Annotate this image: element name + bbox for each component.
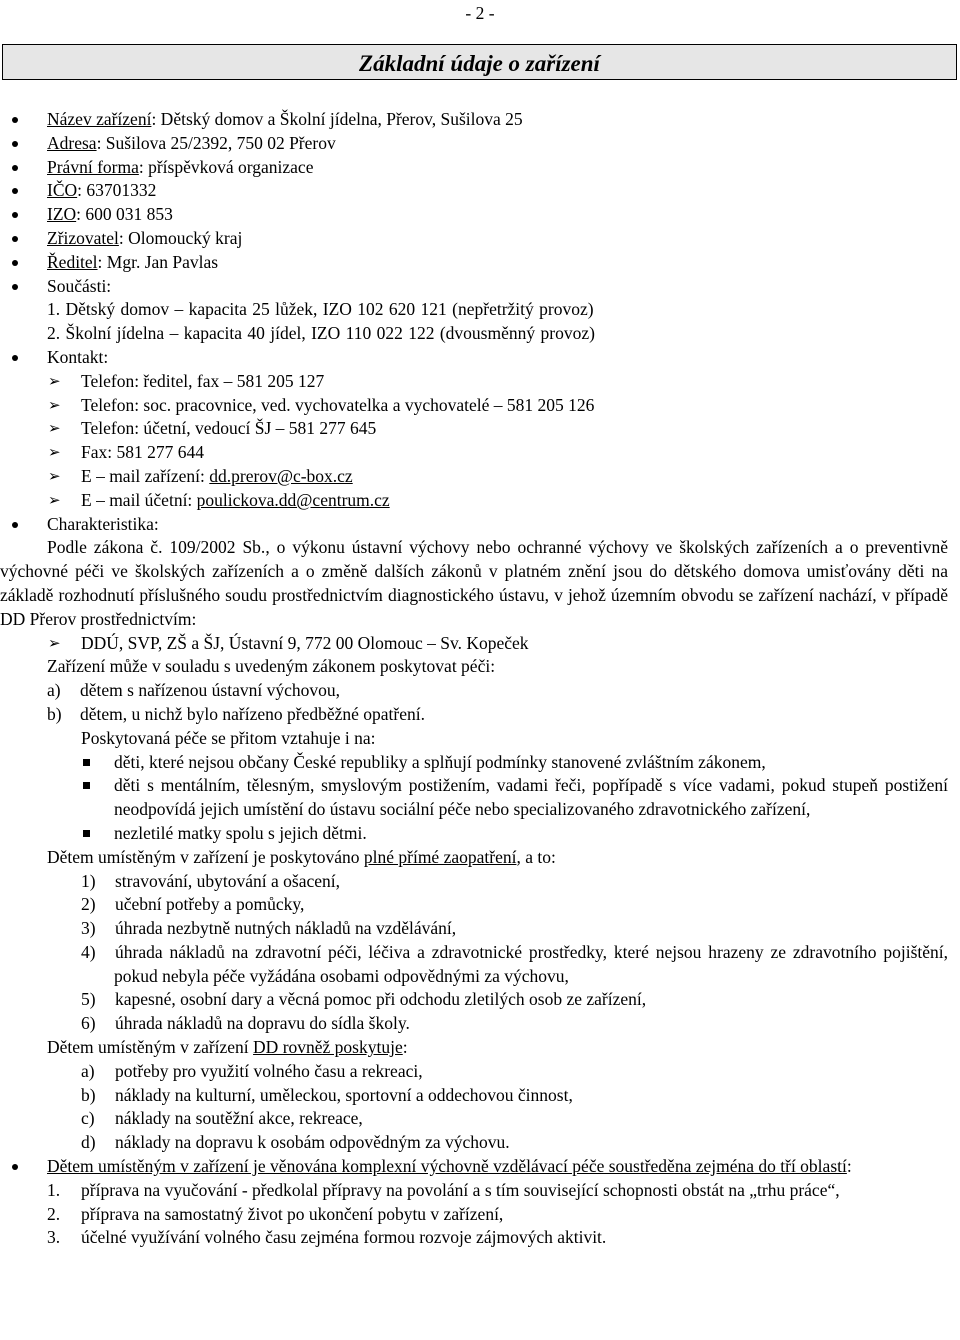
bullet-icon	[12, 1164, 18, 1170]
plne-item: 3) úhrada nezbytně nutných nákladů na vzdělávání,	[81, 918, 457, 939]
bullet-icon	[12, 236, 18, 242]
vztah-item: děti, které nejsou občany České republiky a splňují podmínky stanovené zvláštním zákonem,	[0, 751, 960, 775]
info-item-reditel: Ředitel: Mgr. Jan Pavlas	[0, 251, 960, 275]
section-soucasti: Součásti:	[0, 275, 960, 299]
info-item-izo: IZO: 600 031 853	[0, 203, 960, 227]
arrow-bullet-icon: ➢	[48, 395, 61, 414]
law-text: , o výkonu ústavní výchovy nebo ochranné výchovy ve školských zařízeních a o preventivně výchovné péči ve školských zařízeních a o změně dalších zákonů v platném znění jsou do dětského domova umisťovány děti na základě rozhodnutí příslušného soudu prostřednictvím diagnostického ústavu, v jehož územním obvodu se zařízení nachází, v případě DD Přerov prostřednictvím:	[0, 537, 948, 629]
section-charakteristika: Charakteristika:	[0, 513, 960, 537]
square-bullet-icon	[83, 830, 90, 837]
vztah-intro: Poskytovaná péče se přitom vztahuje i na:	[81, 727, 376, 748]
square-bullet-icon	[83, 759, 90, 766]
soucast-item: 1. Dětský domov – kapacita 25 lůžek, IZO 102 620 121 (nepřetržitý provoz)	[47, 299, 594, 320]
plne-item: 2) učební potřeby a pomůcky,	[81, 894, 305, 915]
arrow-bullet-icon: ➢	[48, 466, 61, 485]
oblast-item: 3. účelné využívání volného času zejména formou rozvoje zájmových aktivit.	[47, 1227, 607, 1248]
rovnez-intro: Dětem umístěným v zařízení DD rovněž poskytuje:	[47, 1037, 408, 1058]
plne-item: 5) kapesné, osobní dary a věcná pomoc při odchodu zletilých osob ze zařízení,	[81, 989, 647, 1010]
page-number: - 2 -	[465, 3, 495, 23]
pece-item: a) dětem s nařízenou ústavní výchovou,	[47, 680, 341, 701]
bullet-icon	[12, 284, 18, 290]
bullet-icon	[12, 522, 18, 528]
plne-item: 1) stravování, ubytování a ošacení,	[81, 870, 341, 891]
bullet-icon	[12, 260, 18, 266]
law-paragraph	[0, 536, 960, 631]
komplex-pece: Dětem umístěným v zařízení je věnována komplexní výchovně vzdělávací péče soustředěna zejména do tří oblastí:	[0, 1155, 960, 1179]
ddu-item: ➢ DDÚ, SVP, ZŠ a ŠJ, Ústavní 9, 772 00 Olomouc – Sv. Kopeček	[0, 632, 960, 656]
info-item-nazev: Název zařízení: Dětský domov a Školní jídelna, Přerov, Sušilova 25	[0, 108, 960, 132]
arrow-bullet-icon: ➢	[48, 490, 61, 509]
plne-zaopatreni-intro: Dětem umístěným v zařízení je poskytováno plné přímé zaopatření, a to:	[47, 846, 556, 867]
arrow-bullet-icon: ➢	[48, 443, 61, 462]
rovnez-item: a) potřeby pro využití volného času a rekreaci,	[81, 1060, 423, 1081]
plne-item: 4) úhrada nákladů na zdravotní péči, léčiva a zdravotnické prostředky, které nejsou hrazeny ze zdravotního pojištění, pokud nebyla péče vyžádána osobami odpovědnými za výchovu,	[81, 941, 948, 986]
pece-intro: Zařízení může v souladu s uvedeným zákonem poskytovat péči:	[47, 656, 496, 677]
arrow-bullet-icon: ➢	[48, 419, 61, 438]
info-item-adresa: Adresa: Sušilova 25/2392, 750 02 Přerov	[0, 132, 960, 156]
info-item-zrizovatel: Zřizovatel: Olomoucký kraj	[0, 227, 960, 251]
contact-item: ➢ Telefon: soc. pracovnice, ved. vychovatelka a vychovatelé – 581 205 126	[0, 394, 960, 418]
page-title: Základní údaje o zařízení	[2, 44, 957, 80]
document-body	[0, 108, 960, 1250]
email-link-ucetni[interactable]: poulickova.dd@centrum.cz	[196, 489, 390, 510]
pece-item: b) dětem, u nichž bylo nařízeno předběžné opatření.	[47, 703, 425, 724]
bullet-icon	[12, 355, 18, 361]
rovnez-item: c) náklady na soutěžní akce, rekreace,	[81, 1108, 363, 1129]
bullet-icon	[12, 165, 18, 171]
section-kontakt: Kontakt:	[0, 346, 960, 370]
contact-item: ➢ Telefon: účetní, vedoucí ŠJ – 581 277 645	[0, 417, 960, 441]
plne-item: 6) úhrada nákladů na dopravu do sídla školy.	[81, 1013, 410, 1034]
arrow-bullet-icon: ➢	[48, 633, 61, 652]
rovnez-item: d) náklady na dopravu k osobám odpovědným za výchovu.	[81, 1132, 510, 1153]
info-item-ico: IČO: 63701332	[0, 179, 960, 203]
bullet-icon	[12, 212, 18, 218]
vztah-item: nezletilé matky spolu s jejich dětmi.	[0, 822, 960, 846]
contact-item-email-ucetni: ➢ E – mail účetní: poulickova.dd@centrum.cz	[0, 489, 960, 513]
oblast-item: 1. příprava na vyučování - předkolal přípravy na povolání a s tím související schopnosti obstát na „trhu práce“,	[47, 1179, 840, 1200]
vztah-item: děti s mentálním, tělesným, smyslovým postižením, vadami řeči, popřípadě s více vadami, pokud stupeň postižení neodpovídá jejich umístění do ústavu sociální péče nebo specializovaného zdravotnického zařízení,	[0, 774, 960, 822]
square-bullet-icon	[83, 782, 90, 789]
arrow-bullet-icon: ➢	[48, 371, 61, 390]
soucast-item: 2. Školní jídelna – kapacita 40 jídel, IZO 110 022 122 (dvousměnný provoz)	[47, 323, 595, 344]
info-item-pravni-forma: Právní forma: příspěvková organizace	[0, 156, 960, 180]
contact-item: ➢ Telefon: ředitel, fax – 581 205 127	[0, 370, 960, 394]
contact-item-email-zarizeni: ➢ E – mail zařízení: dd.prerov@c-box.cz	[0, 465, 960, 489]
bullet-icon	[12, 141, 18, 147]
contact-item: ➢ Fax: 581 277 644	[0, 441, 960, 465]
bullet-icon	[12, 117, 18, 123]
law-reference: Podle zákona č. 109/2002 Sb.	[47, 537, 266, 558]
email-link-zarizeni[interactable]: dd.prerov@c-box.cz	[209, 465, 353, 486]
bullet-icon	[12, 188, 18, 194]
rovnez-item: b) náklady na kulturní, uměleckou, sportovní a oddechovou činnost,	[81, 1084, 573, 1105]
oblast-item: 2. příprava na samostatný život po ukončení pobytu v zařízení,	[47, 1203, 504, 1224]
